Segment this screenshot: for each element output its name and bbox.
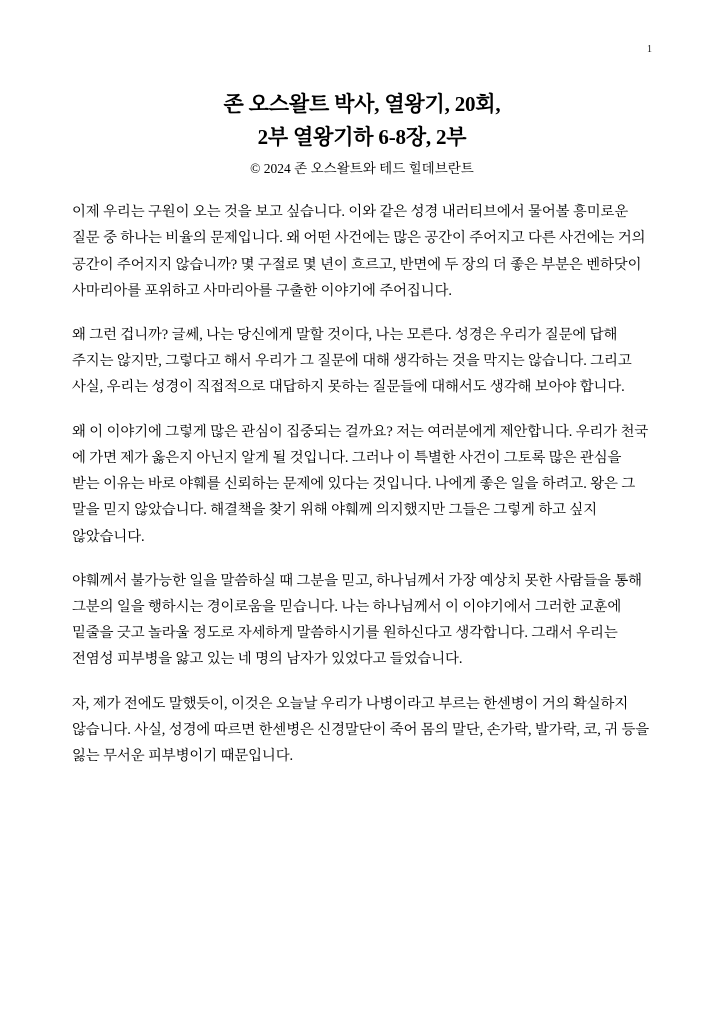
paragraph: 왜 이 이야기에 그렇게 많은 관심이 집중되는 걸까요? 저는 여러분에게 제안합니다. 우리가 천국 에 가면 제가 옳은지 아닌지 알게 될 것입니다. 그러나 이 특별한 사건이 그토록 많은 관심을 받는 이유는 바로 야훼를 신뢰하는 문제에 있다는 것입니다. 나에게 좋은 일을 하려고. 왕은 그 말을 믿지 않았습니다. 해결책을 찾기 위해 야훼께 의지했지만 그들은 그렇게 하고 싶지 않았습니다. xyxy=(72,423,649,545)
copyright-notice: © 2024 존 오스왈트와 테드 힐데브란트 xyxy=(250,161,474,177)
title-line-2: 2부 열왕기하 6-8장, 2부 xyxy=(257,124,467,149)
document-title xyxy=(72,88,652,153)
paragraph: 자, 제가 전에도 말했듯이, 이것은 오늘날 우리가 나병이라고 부르는 한센병이 거의 확실하지 않습니다. 사실, 성경에 따르면 한센병은 신경말단이 죽어 몸의 말단, 손가락, 발가락, 코, 귀 등을 잃는 무서운 피부병이기 때문입니다. xyxy=(72,695,650,765)
page-number: 1 xyxy=(647,44,652,55)
document-body xyxy=(72,199,652,769)
title-line-1: 존 오스왈트 박사, 열왕기, 20회, xyxy=(223,92,501,116)
paragraph: 이제 우리는 구원이 오는 것을 보고 싶습니다. 이와 같은 성경 내러티브에서 물어볼 흥미로운 질문 중 하나는 비율의 문제입니다. 왜 어떤 사건에는 많은 공간이 주어지고 다른 사건에는 거의 공간이 주어지지 않습니까? 몇 구절로 몇 년이 흐르고, 반면에 두 장의 더 좋은 부분은 벤하닷이 사마리아를 포위하고 사마리아를 구출한 이야기에 주어집니다. xyxy=(72,204,646,299)
paragraph: 야훼께서 불가능한 일을 말씀하실 때 그분을 믿고, 하나님께서 가장 예상치 못한 사람들을 통해 그분의 일을 행하시는 경이로움을 믿습니다. 나는 하나님께서 이 이야기에서 그러한 교훈에 밑줄을 긋고 놀라울 정도로 자세하게 말씀하시기를 원하신다고 생각합니다. 그래서 우리는 전염성 피부병을 앓고 있는 네 명의 남자가 있었다고 들었습니다. xyxy=(72,572,642,668)
paragraph: 왜 그런 겁니까? 글쎄, 나는 당신에게 말할 것이다, 나는 모른다. 성경은 우리가 질문에 답해 주지는 않지만, 그렇다고 해서 우리가 그 질문에 대해 생각하는 것을 막지는 않습니다. 그리고 사실, 우리는 성경이 직접적으로 대답하지 못하는 질문들에 대해서도 생각해 보아야 합니다. xyxy=(72,326,632,396)
